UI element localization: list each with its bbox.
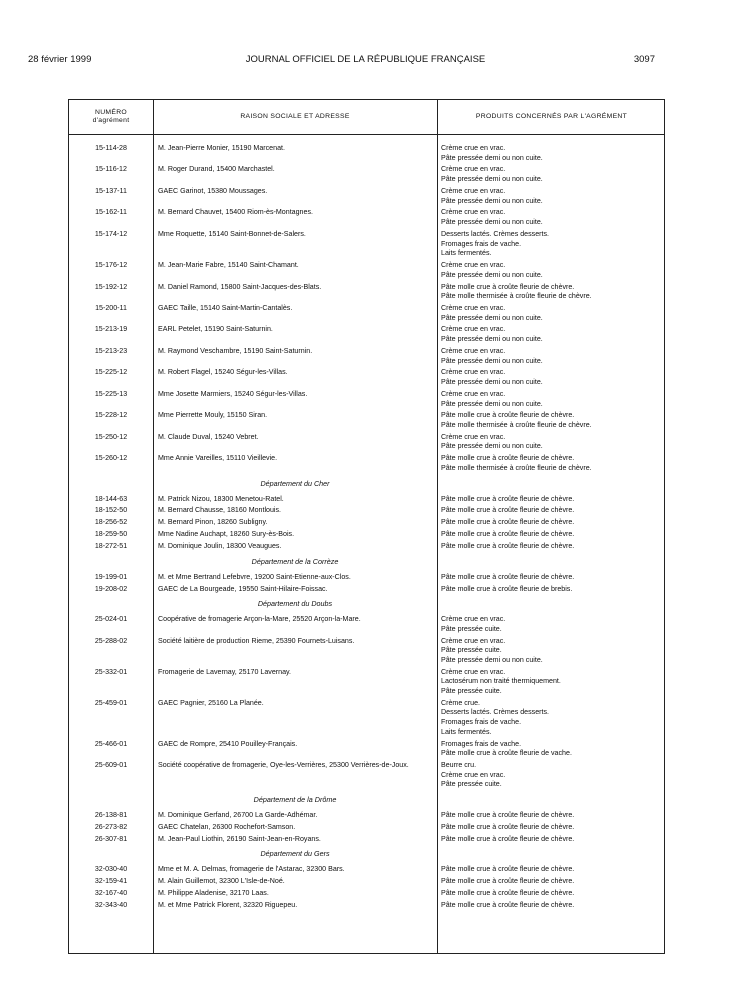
company-name-address: GAEC de La Bourgeade, 19550 Saint-Hilaire-Foissac. bbox=[158, 584, 328, 593]
product-line: Crème crue en vrac. bbox=[441, 368, 506, 377]
approval-number: 15-176-12 bbox=[94, 261, 128, 270]
approval-number: 15-162-11 bbox=[95, 208, 127, 217]
table-row bbox=[69, 530, 664, 540]
product-line: Laits fermentés. bbox=[441, 727, 492, 736]
product-line: Pâte pressée demi ou non cuite. bbox=[441, 218, 543, 227]
products-cell bbox=[437, 230, 666, 259]
company-name-address: M. Robert Flagel, 15240 Ségur-les-Villas. bbox=[158, 368, 288, 377]
table-row bbox=[69, 165, 664, 184]
product-line: Crème crue en vrac. bbox=[441, 615, 506, 624]
product-line: Pâte pressée demi ou non cuite. bbox=[441, 655, 543, 664]
company-name-address: Mme Roquette, 15140 Saint-Bonnet-de-Salers. bbox=[158, 229, 306, 238]
product-line: Pâte pressée demi ou non cuite. bbox=[441, 356, 543, 365]
approval-number: 18-272-51 bbox=[94, 542, 128, 551]
products-cell bbox=[437, 506, 666, 516]
table-row bbox=[69, 699, 664, 737]
products-cell bbox=[437, 761, 666, 790]
table-row bbox=[69, 304, 664, 323]
product-line: Pâte pressée demi ou non cuite. bbox=[441, 399, 543, 408]
products-cell bbox=[437, 495, 666, 505]
product-line: Crème crue en vrac. bbox=[441, 667, 506, 676]
table-row bbox=[69, 518, 664, 528]
company-name-address: M. Dominique Joulin, 18300 Veaugues. bbox=[158, 542, 282, 551]
company-name-address: Mme Josette Marmiers, 15240 Ségur-les-Villas. bbox=[158, 389, 308, 398]
product-line: Crème crue en vrac. bbox=[441, 770, 506, 779]
products-cell bbox=[437, 901, 666, 911]
approval-number: 32-167-40 bbox=[94, 888, 128, 897]
table-row bbox=[69, 454, 664, 473]
table-row bbox=[69, 740, 664, 759]
products-cell bbox=[437, 208, 666, 227]
company-name-address: Mme Annie Vareilles, 15110 Vieillevie. bbox=[158, 454, 278, 463]
table-row bbox=[69, 325, 664, 344]
table-row bbox=[69, 877, 664, 887]
product-line: Pâte molle crue à croûte fleurie de chèvre. bbox=[441, 506, 575, 515]
page-number: 3097 bbox=[633, 54, 655, 65]
approval-number: 15-174-12 bbox=[94, 229, 128, 238]
page-date: 28 février 1999 bbox=[28, 54, 92, 65]
company-name-address: Mme Nadine Auchapt, 18260 Sury-ès-Bois. bbox=[158, 530, 295, 539]
approval-number: 18-152-50 bbox=[94, 506, 128, 515]
company-name-address: M. Raymond Veschambre, 15190 Saint-Saturnin. bbox=[158, 346, 313, 355]
product-line: Pâte pressée demi ou non cuite. bbox=[441, 378, 543, 387]
product-line: Pâte pressée cuite. bbox=[441, 624, 502, 633]
approval-number: 25-459-01 bbox=[94, 698, 128, 707]
products-cell bbox=[437, 165, 666, 184]
approval-number: 26-138-81 bbox=[94, 810, 128, 819]
table-row bbox=[69, 573, 664, 583]
product-line: Pâte molle crue à croûte fleurie de chèvre. bbox=[441, 494, 575, 503]
company-name-address: Fromagerie de Lavernay, 25170 Lavernay. bbox=[158, 667, 292, 676]
product-line: Crème crue en vrac. bbox=[441, 389, 506, 398]
products-cell bbox=[437, 325, 666, 344]
company-name-address: M. Philippe Aladenise, 32170 Laas. bbox=[158, 888, 269, 897]
company-name-address: M. et Mme Bertrand Lefebvre, 19200 Saint-Etienne-aux-Clos. bbox=[158, 572, 351, 581]
product-line: Pâte molle crue à croûte fleurie de vache. bbox=[441, 749, 572, 758]
approval-number: 15-137-11 bbox=[95, 186, 127, 195]
company-name-address: M. Daniel Ramond, 15800 Saint-Jacques-des-Blats. bbox=[158, 282, 322, 291]
products-cell bbox=[437, 454, 666, 473]
products-cell bbox=[437, 865, 666, 875]
product-line: Pâte molle crue à croûte fleurie de chèvre. bbox=[441, 888, 575, 897]
product-line: Pâte molle crue à croûte fleurie de chèvre. bbox=[441, 282, 575, 291]
products-cell bbox=[437, 144, 666, 163]
company-name-address: GAEC de Rompre, 25410 Pouilley-Français. bbox=[158, 739, 298, 748]
products-cell bbox=[437, 573, 666, 583]
product-line: Crème crue en vrac. bbox=[441, 208, 506, 217]
product-line: Pâte molle crue à croûte fleurie de brebis. bbox=[441, 584, 573, 593]
products-cell bbox=[437, 411, 666, 430]
product-line: Pâte pressée demi ou non cuite. bbox=[441, 270, 543, 279]
table-row bbox=[69, 585, 664, 595]
product-line: Pâte pressée demi ou non cuite. bbox=[441, 335, 543, 344]
product-line: Pâte molle crue à croûte fleurie de chèvre. bbox=[441, 454, 575, 463]
product-line: Laits fermentés. bbox=[441, 249, 492, 258]
product-line: Pâte molle crue à croûte fleurie de chèvre. bbox=[441, 572, 575, 581]
company-name-address: Société laitière de production Rieme, 25390 Fournets-Luisans. bbox=[158, 636, 355, 645]
product-line: Pâte molle crue à croûte fleurie de chèvre. bbox=[441, 530, 575, 539]
approval-number: 26-307-81 bbox=[94, 834, 128, 843]
header-products: PRODUITS CONCERNÉS PAR L'AGRÉMENT bbox=[475, 113, 628, 120]
company-name-address: EARL Petelet, 15190 Saint-Saturnin. bbox=[158, 325, 273, 334]
table-row bbox=[69, 811, 664, 821]
product-line: Pâte pressée demi ou non cuite. bbox=[441, 153, 543, 162]
header-number: NUMÉRO d'agrément bbox=[92, 109, 130, 124]
approval-table bbox=[68, 99, 665, 954]
company-name-address: M. et Mme Patrick Florent, 32320 Riguepeu. bbox=[158, 900, 298, 909]
approval-number: 15-114-28 bbox=[95, 144, 127, 152]
approval-number: 32-343-40 bbox=[94, 900, 128, 909]
company-name-address: Coopérative de fromagerie Arçon-la-Mare, 25520 Arçon-la-Mare. bbox=[158, 615, 361, 624]
company-name-address: M. Bernard Chausse, 18160 Montlouis. bbox=[158, 506, 282, 515]
department-heading bbox=[69, 599, 664, 609]
approval-number: 26-273-82 bbox=[94, 822, 128, 831]
table-row bbox=[69, 144, 664, 163]
product-line: Desserts lactés. Crèmes desserts. bbox=[441, 229, 550, 238]
product-line: Crème crue en vrac. bbox=[441, 303, 506, 312]
approval-number: 25-288-02 bbox=[94, 636, 128, 645]
product-line: Desserts lactés. Crèmes desserts. bbox=[441, 708, 550, 717]
product-line: Crème crue en vrac. bbox=[441, 325, 506, 334]
header-divider bbox=[69, 134, 664, 135]
product-line: Crème crue en vrac. bbox=[441, 144, 506, 152]
company-name-address: GAEC Pagnier, 25160 La Planée. bbox=[158, 698, 264, 707]
products-cell bbox=[437, 368, 666, 387]
table-row bbox=[69, 187, 664, 206]
department-label: Département du Gers bbox=[260, 849, 330, 859]
approval-number: 25-332-01 bbox=[94, 667, 128, 676]
product-line: Crème crue. bbox=[441, 698, 481, 707]
product-line: Fromages frais de vache. bbox=[441, 239, 522, 248]
company-name-address: M. Roger Durand, 15400 Marchastel. bbox=[158, 165, 275, 174]
products-cell bbox=[437, 283, 666, 302]
products-cell bbox=[437, 390, 666, 409]
product-line: Pâte pressée demi ou non cuite. bbox=[441, 442, 543, 451]
product-line: Pâte molle crue à croûte fleurie de chèvre. bbox=[441, 518, 575, 527]
products-cell bbox=[437, 835, 666, 845]
company-name-address: M. Jean-Marie Fabre, 15140 Saint-Chamant. bbox=[158, 261, 299, 270]
company-name-address: GAEC Taille, 15140 Saint-Martin-Cantalès. bbox=[158, 303, 293, 312]
company-name-address: Mme et M. A. Delmas, fromagerie de l'Astarac, 32300 Bars. bbox=[158, 865, 345, 874]
product-line: Crème crue en vrac. bbox=[441, 636, 506, 645]
product-line: Pâte molle crue à croûte fleurie de chèvre. bbox=[441, 810, 575, 819]
table-row bbox=[69, 433, 664, 452]
company-name-address: M. Alain Guillemot, 32300 L'Isle-de-Noé. bbox=[158, 877, 285, 886]
approval-number: 19-208-02 bbox=[94, 584, 128, 593]
product-line: Crème crue en vrac. bbox=[441, 165, 506, 174]
products-cell bbox=[437, 615, 666, 634]
products-cell bbox=[437, 261, 666, 280]
approval-number: 15-116-12 bbox=[95, 165, 127, 174]
product-line: Crème crue en vrac. bbox=[441, 346, 506, 355]
table-row bbox=[69, 865, 664, 875]
approval-number: 15-225-13 bbox=[94, 389, 128, 398]
table-row bbox=[69, 901, 664, 911]
table-row bbox=[69, 208, 664, 227]
product-line: Fromages frais de vache. bbox=[441, 739, 522, 748]
product-line: Pâte molle crue à croûte fleurie de chèvre. bbox=[441, 877, 575, 886]
table-row bbox=[69, 495, 664, 505]
company-name-address: M. Jean-Pierre Monier, 15190 Marcenat. bbox=[158, 144, 285, 152]
products-cell bbox=[437, 585, 666, 595]
products-cell bbox=[437, 699, 666, 737]
company-name-address: Mme Pierrette Mouly, 15150 Siran. bbox=[158, 411, 268, 420]
products-cell bbox=[437, 530, 666, 540]
product-line: Crème crue en vrac. bbox=[441, 261, 506, 270]
table-row bbox=[69, 615, 664, 634]
company-name-address: Société coopérative de fromagerie, Oye-les-Verrières, 25300 Verrières-de-Joux. bbox=[158, 761, 409, 769]
table-row bbox=[69, 390, 664, 409]
table-row bbox=[69, 761, 664, 790]
product-line: Lactosérum non traité thermiquement. bbox=[441, 677, 561, 686]
product-line: Pâte molle crue à croûte fleurie de chèvre. bbox=[441, 834, 575, 843]
products-cell bbox=[437, 668, 666, 697]
product-line: Pâte pressée cuite. bbox=[441, 780, 502, 789]
table-row bbox=[69, 283, 664, 302]
product-line: Crème crue en vrac. bbox=[441, 432, 506, 441]
table-row bbox=[69, 823, 664, 833]
product-line: Pâte molle thermisée à croûte fleurie de chèvre. bbox=[441, 292, 592, 301]
table-row bbox=[69, 542, 664, 552]
table-row bbox=[69, 230, 664, 259]
products-cell bbox=[437, 811, 666, 821]
products-cell bbox=[437, 304, 666, 323]
product-line: Pâte pressée demi ou non cuite. bbox=[441, 196, 543, 205]
department-label: Département de la Corrèze bbox=[251, 556, 339, 566]
department-label: Département du Doubs bbox=[257, 599, 333, 609]
approval-number: 18-256-52 bbox=[94, 518, 128, 527]
approval-number: 15-213-23 bbox=[94, 346, 128, 355]
product-line: Pâte molle crue à croûte fleurie de chèvre. bbox=[441, 822, 575, 831]
products-cell bbox=[437, 542, 666, 552]
table-row bbox=[69, 637, 664, 666]
department-label: Département du Cher bbox=[260, 478, 330, 488]
approval-number: 25-466-01 bbox=[94, 739, 128, 748]
company-name-address: M. Bernard Chauvet, 15400 Riom-ès-Montagnes. bbox=[158, 208, 313, 217]
table-body bbox=[69, 144, 664, 913]
product-line: Pâte molle thermisée à croûte fleurie de chèvre. bbox=[441, 463, 592, 472]
table-row bbox=[69, 368, 664, 387]
approval-number: 18-144-63 bbox=[94, 494, 128, 503]
approval-number: 25-609-01 bbox=[94, 761, 128, 769]
product-line: Fromages frais de vache. bbox=[441, 718, 522, 727]
product-line: Pâte pressée cuite. bbox=[441, 686, 502, 695]
product-line: Pâte molle thermisée à croûte fleurie de chèvre. bbox=[441, 421, 592, 429]
journal-title: JOURNAL OFFICIEL DE LA RÉPUBLIQUE FRANÇAISE bbox=[245, 54, 486, 65]
approval-number: 32-159-41 bbox=[94, 877, 128, 886]
approval-number: 15-200-11 bbox=[95, 303, 127, 312]
department-heading bbox=[69, 795, 664, 805]
product-line: Pâte pressée cuite. bbox=[441, 646, 502, 655]
table-row bbox=[69, 411, 664, 430]
table-row bbox=[69, 347, 664, 366]
products-cell bbox=[437, 347, 666, 366]
product-line: Pâte molle crue à croûte fleurie de chèvre. bbox=[441, 542, 575, 551]
company-name-address: M. Claude Duval, 15240 Vebret. bbox=[158, 432, 259, 441]
department-label: Département de la Drôme bbox=[253, 794, 337, 804]
table-row bbox=[69, 506, 664, 516]
product-line: Pâte molle crue à croûte fleurie de chèvre. bbox=[441, 411, 575, 420]
table-row bbox=[69, 889, 664, 899]
department-heading bbox=[69, 479, 664, 489]
department-heading bbox=[69, 849, 664, 859]
company-name-address: M. Jean-Paul Liothin, 26190 Saint-Jean-en-Royans. bbox=[158, 834, 321, 843]
products-cell bbox=[437, 518, 666, 528]
department-heading bbox=[69, 557, 664, 567]
table-row bbox=[69, 668, 664, 697]
products-cell bbox=[437, 877, 666, 887]
approval-number: 32-030-40 bbox=[94, 865, 128, 874]
products-cell bbox=[437, 740, 666, 759]
approval-number: 19-199-01 bbox=[94, 572, 128, 581]
approval-number: 15-192-12 bbox=[94, 282, 128, 291]
approval-number: 15-225-12 bbox=[94, 368, 128, 377]
products-cell bbox=[437, 187, 666, 206]
product-line: Pâte molle crue à croûte fleurie de chèvre. bbox=[441, 865, 575, 874]
approval-number: 25-024-01 bbox=[94, 615, 128, 624]
products-cell bbox=[437, 637, 666, 666]
product-line: Pâte molle crue à croûte fleurie de chèvre. bbox=[441, 900, 575, 909]
product-line: Pâte pressée demi ou non cuite. bbox=[441, 175, 543, 184]
company-name-address: M. Bernard Pinon, 18260 Subligny. bbox=[158, 518, 268, 527]
approval-number: 15-213-19 bbox=[94, 325, 128, 334]
products-cell bbox=[437, 889, 666, 899]
approval-number: 15-250-12 bbox=[94, 432, 128, 441]
approval-number: 15-260-12 bbox=[94, 454, 128, 463]
company-name-address: GAEC Garinot, 15380 Moussages. bbox=[158, 186, 268, 195]
product-line: Crème crue en vrac. bbox=[441, 186, 506, 195]
company-name-address: M. Patrick Nizou, 18300 Menetou-Ratel. bbox=[158, 494, 284, 503]
header-company: RAISON SOCIALE ET ADRESSE bbox=[240, 113, 350, 120]
product-line: Beurre cru. bbox=[441, 761, 477, 769]
products-cell bbox=[437, 433, 666, 452]
table-row bbox=[69, 261, 664, 280]
table-row bbox=[69, 835, 664, 845]
company-name-address: M. Dominique Gerfand, 26700 La Garde-Adhémar. bbox=[158, 810, 318, 819]
company-name-address: GAEC Chatelan, 26300 Rochefort-Samson. bbox=[158, 822, 296, 831]
approval-number: 15-228-12 bbox=[94, 411, 128, 420]
product-line: Pâte pressée demi ou non cuite. bbox=[441, 313, 543, 322]
approval-number: 18-259-50 bbox=[94, 530, 128, 539]
products-cell bbox=[437, 823, 666, 833]
